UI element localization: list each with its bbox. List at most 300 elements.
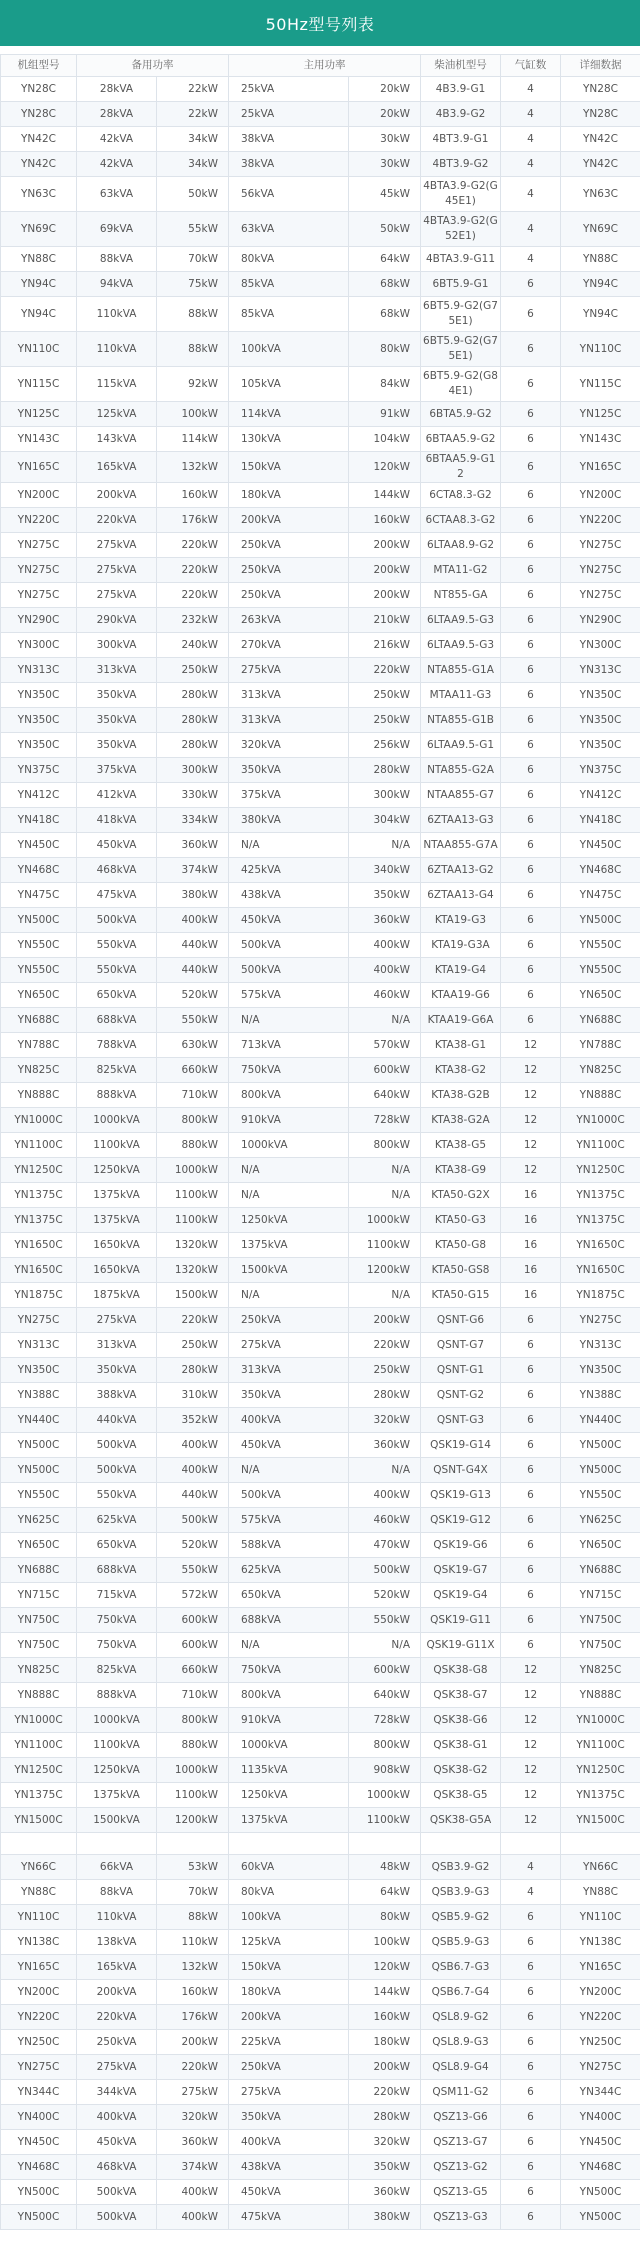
cell-details-link[interactable]: YN500C [561, 908, 640, 933]
table-row [1, 933, 640, 958]
cell-standby-kw: 34kW [157, 127, 229, 152]
cell-cylinders: 6 [501, 608, 561, 633]
cell-prime-kw: 800kW [349, 1133, 421, 1158]
cell-details-link[interactable]: YN165C [561, 452, 640, 483]
table-row [1, 427, 640, 452]
cell-prime-kva: 150kVA [229, 452, 349, 483]
cell-prime-kva: 800kVA [229, 1083, 349, 1108]
cell-details-link[interactable]: YN375C [561, 758, 640, 783]
cell-prime-kva: N/A [229, 833, 349, 858]
cell-details-link[interactable]: YN550C [561, 933, 640, 958]
cell-standby-kva: 388kVA [77, 1383, 157, 1408]
cell-prime-kw: 68kW [349, 272, 421, 297]
cell-cylinders: 6 [501, 633, 561, 658]
cell-model: YN94C [1, 297, 77, 332]
cell-engine-model: 4BTA3.9-G2(G45E1) [421, 177, 501, 212]
cell-standby-kw: 520kW [157, 983, 229, 1008]
cell-standby-kva: 42kVA [77, 152, 157, 177]
cell-engine-model: QSL8.9-G3 [421, 2030, 501, 2055]
cell-details-link[interactable]: YN115C [561, 367, 640, 402]
cell-details-link[interactable]: YN88C [561, 247, 640, 272]
cell-model: YN1650C [1, 1233, 77, 1258]
cell-details-link[interactable]: YN450C [561, 2130, 640, 2155]
cell-prime-kw: 30kW [349, 127, 421, 152]
cell-details-link[interactable]: YN1375C [561, 1208, 640, 1233]
cell-details-link[interactable]: YN165C [561, 1955, 640, 1980]
cell-standby-kw: 75kW [157, 272, 229, 297]
table-row [1, 77, 640, 102]
cell-standby-kva: 94kVA [77, 272, 157, 297]
cell-prime-kva: 800kVA [229, 1683, 349, 1708]
cell-prime-kw: 728kW [349, 1108, 421, 1133]
cell-standby-kva: 275kVA [77, 583, 157, 608]
cell-standby-kw: 800kW [157, 1108, 229, 1133]
table-row [1, 1408, 640, 1433]
cell-details-link[interactable]: YN69C [561, 212, 640, 247]
cell-details-link[interactable]: YN28C [561, 77, 640, 102]
cell-cylinders: 12 [501, 1783, 561, 1808]
cell-details-link[interactable]: YN1500C [561, 1808, 640, 1833]
cell-cylinders: 6 [501, 452, 561, 483]
cell-standby-kva: 825kVA [77, 1658, 157, 1683]
cell-engine-model: QSB6.7-G3 [421, 1955, 501, 1980]
cell-cylinders: 12 [501, 1058, 561, 1083]
cell-prime-kw: 380kW [349, 2205, 421, 2230]
cell-engine-model: NTA855-G1B [421, 708, 501, 733]
cell-details-link[interactable]: YN650C [561, 983, 640, 1008]
cell-details-link[interactable]: YN1650C [561, 1233, 640, 1258]
cell-model: YN750C [1, 1633, 77, 1658]
cell-standby-kw: 400kW [157, 1433, 229, 1458]
table-row [1, 177, 640, 212]
cell-prime-kva: 575kVA [229, 983, 349, 1008]
cell-prime-kva: 1375kVA [229, 1808, 349, 1833]
cell-details-link[interactable]: YN888C [561, 1683, 640, 1708]
cell-cylinders: 6 [501, 332, 561, 367]
cell-standby-kva: 450kVA [77, 833, 157, 858]
cell-standby-kva: 1500kVA [77, 1808, 157, 1833]
cell-standby-kw: 1100kW [157, 1183, 229, 1208]
cell-model: YN375C [1, 758, 77, 783]
cell-cylinders: 6 [501, 883, 561, 908]
cell-prime-kw: 180kW [349, 2030, 421, 2055]
cell-details-link[interactable]: YN94C [561, 272, 640, 297]
cell-cylinders: 6 [501, 933, 561, 958]
cell-engine-model: QSK38-G5 [421, 1783, 501, 1808]
cell-standby-kw: 630kW [157, 1033, 229, 1058]
cell-standby-kva: 250kVA [77, 2030, 157, 2055]
cell-standby-kw: 1000kW [157, 1158, 229, 1183]
cell-cylinders: 6 [501, 2030, 561, 2055]
cell-prime-kva: N/A [229, 1458, 349, 1483]
cell-engine-model: QSL8.9-G2 [421, 2005, 501, 2030]
cell-details-link[interactable]: YN418C [561, 808, 640, 833]
cell-engine-model: NTA855-G1A [421, 658, 501, 683]
cell-model: YN220C [1, 508, 77, 533]
cell-engine-model: 6LTAA9.5-G3 [421, 608, 501, 633]
cell-prime-kw: 256kW [349, 733, 421, 758]
cell-standby-kw: 200kW [157, 2030, 229, 2055]
cell-standby-kva: 220kVA [77, 508, 157, 533]
table-row [1, 1058, 640, 1083]
cell-details-link[interactable]: YN625C [561, 1508, 640, 1533]
spacer [0, 46, 640, 54]
cell-prime-kva: 250kVA [229, 558, 349, 583]
cell-prime-kva [229, 1833, 349, 1855]
cell-prime-kw: 64kW [349, 247, 421, 272]
cell-cylinders: 12 [501, 1708, 561, 1733]
cell-cylinders: 6 [501, 1308, 561, 1333]
cell-standby-kw: 380kW [157, 883, 229, 908]
cell-standby-kva: 69kVA [77, 212, 157, 247]
cell-details-link[interactable]: YN66C [561, 1855, 640, 1880]
cell-prime-kw: N/A [349, 1008, 421, 1033]
cell-standby-kva: 375kVA [77, 758, 157, 783]
cell-details-link[interactable]: YN1250C [561, 1158, 640, 1183]
cell-prime-kw: 200kW [349, 533, 421, 558]
cell-standby-kva: 1875kVA [77, 1283, 157, 1308]
cell-standby-kw: 300kW [157, 758, 229, 783]
cell-standby-kva: 412kVA [77, 783, 157, 808]
cell-details-link [561, 1833, 640, 1855]
cell-prime-kw: 640kW [349, 1083, 421, 1108]
table-row [1, 758, 640, 783]
cell-cylinders: 6 [501, 2180, 561, 2205]
cell-prime-kva: 100kVA [229, 332, 349, 367]
cell-standby-kva: 115kVA [77, 367, 157, 402]
table-row [1, 1308, 640, 1333]
cell-prime-kva: 500kVA [229, 933, 349, 958]
cell-details-link[interactable]: YN28C [561, 102, 640, 127]
cell-details-link[interactable]: YN388C [561, 1383, 640, 1408]
cell-prime-kva: 350kVA [229, 2105, 349, 2130]
cell-prime-kva: 200kVA [229, 2005, 349, 2030]
cell-standby-kw: 330kW [157, 783, 229, 808]
cell-prime-kw: N/A [349, 1158, 421, 1183]
cell-details-link[interactable]: YN350C [561, 708, 640, 733]
cell-engine-model: 6BT5.9-G2(G84E1) [421, 367, 501, 402]
cell-details-link[interactable]: YN750C [561, 1608, 640, 1633]
cell-prime-kw: 20kW [349, 77, 421, 102]
cell-prime-kva: 500kVA [229, 1483, 349, 1508]
cell-engine-model: QSK38-G1 [421, 1733, 501, 1758]
cell-prime-kva: 450kVA [229, 1433, 349, 1458]
cell-engine-model: KTA38-G2B [421, 1083, 501, 1108]
cell-details-link[interactable]: YN468C [561, 858, 640, 883]
cell-standby-kw: 220kW [157, 533, 229, 558]
cell-engine-model: QSK19-G4 [421, 1583, 501, 1608]
cell-details-link[interactable]: YN715C [561, 1583, 640, 1608]
cell-details-link[interactable]: YN1375C [561, 1183, 640, 1208]
cell-prime-kw: 600kW [349, 1658, 421, 1683]
cell-details-link[interactable]: YN350C [561, 683, 640, 708]
cell-prime-kva: 114kVA [229, 402, 349, 427]
cell-model: YN1100C [1, 1733, 77, 1758]
cell-cylinders: 6 [501, 2205, 561, 2230]
cell-details-link[interactable]: YN275C [561, 558, 640, 583]
cell-details-link[interactable]: YN94C [561, 297, 640, 332]
cell-standby-kva: 1250kVA [77, 1758, 157, 1783]
table-row [1, 608, 640, 633]
cell-standby-kw: 400kW [157, 2205, 229, 2230]
cell-engine-model: KTA38-G2A [421, 1108, 501, 1133]
cell-prime-kva: 38kVA [229, 127, 349, 152]
cell-details-link[interactable]: YN1100C [561, 1733, 640, 1758]
cell-standby-kw: 240kW [157, 633, 229, 658]
cell-standby-kva: 63kVA [77, 177, 157, 212]
cell-details-link[interactable]: YN110C [561, 1905, 640, 1930]
cell-standby-kw: 550kW [157, 1008, 229, 1033]
table-row [1, 1980, 640, 2005]
cell-standby-kw: 660kW [157, 1058, 229, 1083]
cell-details-link[interactable]: YN650C [561, 1533, 640, 1558]
cell-details-link[interactable]: YN500C [561, 1458, 640, 1483]
cell-details-link[interactable]: YN300C [561, 633, 640, 658]
table-separator-row [1, 1833, 640, 1855]
cell-standby-kw: 334kW [157, 808, 229, 833]
cell-standby-kva: 468kVA [77, 858, 157, 883]
cell-standby-kw: 360kW [157, 2130, 229, 2155]
cell-details-link[interactable]: YN1875C [561, 1283, 640, 1308]
table-row [1, 452, 640, 483]
cell-engine-model: 6CTA8.3-G2 [421, 483, 501, 508]
cell-standby-kw: 132kW [157, 1955, 229, 1980]
cell-standby-kw: 70kW [157, 1880, 229, 1905]
cell-details-link[interactable]: YN88C [561, 1880, 640, 1905]
cell-standby-kva: 750kVA [77, 1608, 157, 1633]
cell-model: YN650C [1, 1533, 77, 1558]
cell-details-link[interactable]: YN313C [561, 1333, 640, 1358]
cell-cylinders: 12 [501, 1133, 561, 1158]
table-row [1, 2130, 640, 2155]
cell-details-link[interactable]: YN788C [561, 1033, 640, 1058]
cell-details-link[interactable]: YN250C [561, 2030, 640, 2055]
cell-prime-kva: 105kVA [229, 367, 349, 402]
cell-engine-model: QSNT-G4X [421, 1458, 501, 1483]
table-row [1, 1108, 640, 1133]
cell-details-link[interactable]: YN344C [561, 2080, 640, 2105]
cell-standby-kw: 1100kW [157, 1783, 229, 1808]
cell-details-link[interactable]: YN350C [561, 1358, 640, 1383]
cell-details-link[interactable]: YN275C [561, 2055, 640, 2080]
table-row [1, 1333, 640, 1358]
cell-details-link[interactable]: YN125C [561, 402, 640, 427]
cell-standby-kva [77, 1833, 157, 1855]
cell-standby-kw: 550kW [157, 1558, 229, 1583]
cell-cylinders: 6 [501, 1383, 561, 1408]
cell-details-link[interactable]: YN1000C [561, 1708, 640, 1733]
cell-details-link[interactable]: YN750C [561, 1633, 640, 1658]
cell-cylinders: 12 [501, 1083, 561, 1108]
cell-standby-kw: 1200kW [157, 1808, 229, 1833]
cell-model: YN468C [1, 858, 77, 883]
cell-standby-kva: 688kVA [77, 1008, 157, 1033]
cell-details-link[interactable]: YN220C [561, 508, 640, 533]
cell-standby-kva: 650kVA [77, 983, 157, 1008]
cell-model: YN750C [1, 1608, 77, 1633]
cell-prime-kva: 150kVA [229, 1955, 349, 1980]
cell-prime-kva: 625kVA [229, 1558, 349, 1583]
cell-standby-kva: 500kVA [77, 1458, 157, 1483]
cell-cylinders: 6 [501, 1558, 561, 1583]
cell-details-link[interactable]: YN275C [561, 1308, 640, 1333]
table-row [1, 908, 640, 933]
cell-prime-kva: 85kVA [229, 272, 349, 297]
cell-details-link[interactable]: YN143C [561, 427, 640, 452]
cell-prime-kva: N/A [229, 1633, 349, 1658]
cell-details-link[interactable]: YN42C [561, 152, 640, 177]
cell-details-link[interactable]: YN500C [561, 2180, 640, 2205]
cell-standby-kw: 110kW [157, 1930, 229, 1955]
cell-model: YN28C [1, 102, 77, 127]
table-row [1, 633, 640, 658]
cell-cylinders: 12 [501, 1158, 561, 1183]
cell-model: YN200C [1, 1980, 77, 2005]
cell-details-link[interactable]: YN63C [561, 177, 640, 212]
cell-prime-kw: N/A [349, 1458, 421, 1483]
cell-model: YN200C [1, 483, 77, 508]
cell-details-link[interactable]: YN350C [561, 733, 640, 758]
cell-standby-kw: 1100kW [157, 1208, 229, 1233]
cell-cylinders: 6 [501, 1633, 561, 1658]
cell-model: YN440C [1, 1408, 77, 1433]
cell-standby-kw: 22kW [157, 77, 229, 102]
cell-details-link[interactable]: YN550C [561, 1483, 640, 1508]
cell-cylinders: 12 [501, 1683, 561, 1708]
cell-prime-kw: 800kW [349, 1733, 421, 1758]
cell-prime-kw: 220kW [349, 1333, 421, 1358]
cell-model: YN400C [1, 2105, 77, 2130]
cell-cylinders: 6 [501, 583, 561, 608]
table-row [1, 1808, 640, 1833]
cell-details-link[interactable]: YN1650C [561, 1258, 640, 1283]
cell-prime-kw: 220kW [349, 658, 421, 683]
cell-details-link[interactable]: YN825C [561, 1058, 640, 1083]
cell-prime-kw: 340kW [349, 858, 421, 883]
cell-prime-kva: 313kVA [229, 708, 349, 733]
cell-prime-kw: 100kW [349, 1930, 421, 1955]
cell-model: YN250C [1, 2030, 77, 2055]
cell-engine-model: QSM11-G2 [421, 2080, 501, 2105]
cell-standby-kva: 550kVA [77, 933, 157, 958]
header-engine-model: 柴油机型号 [421, 55, 501, 77]
cell-prime-kw: 280kW [349, 758, 421, 783]
cell-prime-kw: 220kW [349, 2080, 421, 2105]
cell-prime-kw: 1100kW [349, 1233, 421, 1258]
cell-details-link[interactable]: YN138C [561, 1930, 640, 1955]
cell-engine-model: QSK19-G12 [421, 1508, 501, 1533]
cell-model: YN143C [1, 427, 77, 452]
cell-prime-kva: N/A [229, 1183, 349, 1208]
cell-details-link[interactable]: YN1000C [561, 1108, 640, 1133]
cell-details-link[interactable]: YN1250C [561, 1758, 640, 1783]
cell-prime-kw: 84kW [349, 367, 421, 402]
cell-standby-kva: 500kVA [77, 908, 157, 933]
cell-details-link[interactable]: YN500C [561, 1433, 640, 1458]
table-row [1, 1033, 640, 1058]
cell-prime-kw: 50kW [349, 212, 421, 247]
cell-cylinders: 4 [501, 127, 561, 152]
table-row [1, 1583, 640, 1608]
cell-engine-model: 6BTAA5.9-G12 [421, 452, 501, 483]
cell-model: YN888C [1, 1683, 77, 1708]
cell-details-link[interactable]: YN450C [561, 833, 640, 858]
cell-details-link[interactable]: YN290C [561, 608, 640, 633]
cell-standby-kva: 200kVA [77, 1980, 157, 2005]
table-row [1, 558, 640, 583]
cell-details-link[interactable]: YN1100C [561, 1133, 640, 1158]
cell-details-link[interactable]: YN688C [561, 1008, 640, 1033]
cell-model: YN412C [1, 783, 77, 808]
cell-prime-kva: 575kVA [229, 1508, 349, 1533]
cell-details-link[interactable]: YN475C [561, 883, 640, 908]
cell-details-link[interactable]: YN888C [561, 1083, 640, 1108]
cell-prime-kva: 1000kVA [229, 1733, 349, 1758]
cell-prime-kva: 400kVA [229, 2130, 349, 2155]
cell-prime-kw: 360kW [349, 1433, 421, 1458]
cell-details-link[interactable]: YN400C [561, 2105, 640, 2130]
cell-details-link[interactable]: YN412C [561, 783, 640, 808]
cell-details-link[interactable]: YN688C [561, 1558, 640, 1583]
cell-details-link[interactable]: YN200C [561, 483, 640, 508]
cell-details-link[interactable]: YN440C [561, 1408, 640, 1433]
cell-prime-kw: 1200kW [349, 1258, 421, 1283]
cell-details-link[interactable]: YN220C [561, 2005, 640, 2030]
table-row [1, 1258, 640, 1283]
cell-prime-kw: 68kW [349, 297, 421, 332]
cell-standby-kva: 125kVA [77, 402, 157, 427]
cell-engine-model: 6BTAA5.9-G2 [421, 427, 501, 452]
cell-prime-kw: 104kW [349, 427, 421, 452]
cell-model: YN125C [1, 402, 77, 427]
cell-model: YN290C [1, 608, 77, 633]
cell-prime-kva: 270kVA [229, 633, 349, 658]
cell-prime-kva: 713kVA [229, 1033, 349, 1058]
cell-prime-kw: 160kW [349, 2005, 421, 2030]
cell-prime-kw: 500kW [349, 1558, 421, 1583]
cell-standby-kva: 750kVA [77, 1633, 157, 1658]
cell-engine-model: 6LTAA8.9-G2 [421, 533, 501, 558]
cell-model: YN69C [1, 212, 77, 247]
cell-engine-model: MTAA11-G3 [421, 683, 501, 708]
cell-standby-kw: 400kW [157, 908, 229, 933]
cell-engine-model: KTA50-GS8 [421, 1258, 501, 1283]
cell-details-link[interactable]: YN110C [561, 332, 640, 367]
table-row [1, 1930, 640, 1955]
cell-standby-kva: 418kVA [77, 808, 157, 833]
cell-engine-model: NTAA855-G7A [421, 833, 501, 858]
cell-details-link[interactable]: YN825C [561, 1658, 640, 1683]
table-row [1, 1208, 640, 1233]
cell-model: YN1875C [1, 1283, 77, 1308]
cell-cylinders: 6 [501, 1955, 561, 1980]
cell-details-link[interactable]: YN1375C [561, 1783, 640, 1808]
cell-details-link[interactable]: YN500C [561, 2205, 640, 2230]
cell-standby-kva: 275kVA [77, 533, 157, 558]
cell-prime-kva: 313kVA [229, 683, 349, 708]
cell-details-link[interactable]: YN200C [561, 1980, 640, 2005]
cell-engine-model: QSK19-G14 [421, 1433, 501, 1458]
cell-details-link[interactable]: YN313C [561, 658, 640, 683]
cell-details-link[interactable]: YN42C [561, 127, 640, 152]
cell-details-link[interactable]: YN468C [561, 2155, 640, 2180]
cell-cylinders: 6 [501, 683, 561, 708]
cell-details-link[interactable]: YN275C [561, 533, 640, 558]
cell-details-link[interactable]: YN275C [561, 583, 640, 608]
table-row [1, 833, 640, 858]
cell-prime-kva: 350kVA [229, 1383, 349, 1408]
cell-details-link[interactable]: YN550C [561, 958, 640, 983]
